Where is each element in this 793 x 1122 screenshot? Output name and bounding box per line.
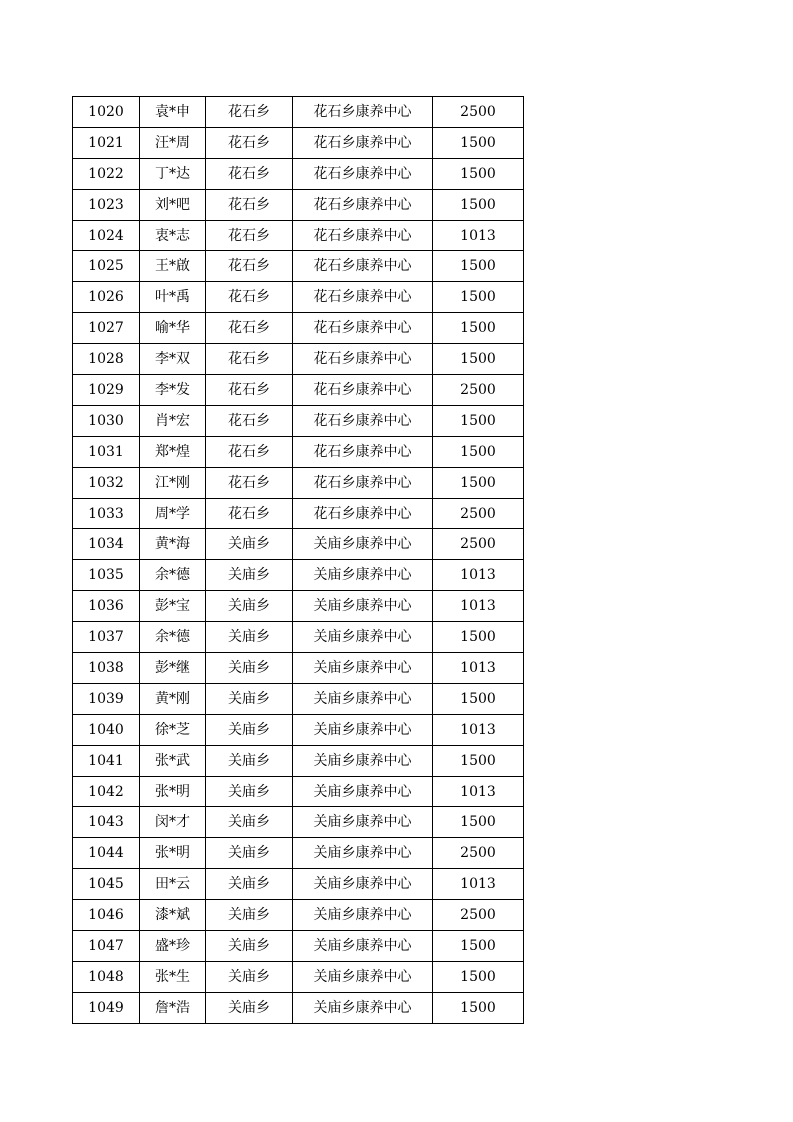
row-number-cell: 1022 (73, 158, 140, 189)
township-cell: 关庙乡 (206, 683, 293, 714)
table-row (73, 992, 524, 1023)
amount-cell: 2500 (433, 375, 524, 406)
care-center-cell: 关庙乡康养中心 (293, 961, 433, 992)
township-cell: 花石乡 (206, 127, 293, 158)
row-number-cell: 1037 (73, 622, 140, 653)
care-center-cell: 花石乡康养中心 (293, 220, 433, 251)
care-center-cell: 关庙乡康养中心 (293, 807, 433, 838)
care-center-cell: 关庙乡康养中心 (293, 529, 433, 560)
name-cell: 李*双 (140, 344, 206, 375)
township-cell: 花石乡 (206, 220, 293, 251)
table-row (73, 961, 524, 992)
name-cell: 刘*吧 (140, 189, 206, 220)
row-number-cell: 1041 (73, 745, 140, 776)
township-cell: 花石乡 (206, 498, 293, 529)
row-number-cell: 1043 (73, 807, 140, 838)
township-cell: 关庙乡 (206, 900, 293, 931)
row-number-cell: 1030 (73, 405, 140, 436)
amount-cell: 2500 (433, 498, 524, 529)
township-cell: 关庙乡 (206, 807, 293, 838)
name-cell: 彭*继 (140, 653, 206, 684)
name-cell: 张*武 (140, 745, 206, 776)
table-row (73, 344, 524, 375)
table-row (73, 127, 524, 158)
amount-cell: 2500 (433, 838, 524, 869)
name-cell: 盛*珍 (140, 931, 206, 962)
name-cell: 叶*禹 (140, 282, 206, 313)
row-number-cell: 1033 (73, 498, 140, 529)
table-row (73, 405, 524, 436)
amount-cell: 1500 (433, 344, 524, 375)
township-cell: 关庙乡 (206, 961, 293, 992)
table-row (73, 776, 524, 807)
row-number-cell: 1039 (73, 683, 140, 714)
row-number-cell: 1021 (73, 127, 140, 158)
row-number-cell: 1028 (73, 344, 140, 375)
township-cell: 关庙乡 (206, 591, 293, 622)
row-number-cell: 1024 (73, 220, 140, 251)
table-row (73, 714, 524, 745)
row-number-cell: 1046 (73, 900, 140, 931)
township-cell: 花石乡 (206, 97, 293, 128)
table-row (73, 313, 524, 344)
table-row (73, 189, 524, 220)
care-center-cell: 关庙乡康养中心 (293, 714, 433, 745)
table-row (73, 220, 524, 251)
care-center-cell: 花石乡康养中心 (293, 158, 433, 189)
table-row (73, 683, 524, 714)
table-row (73, 807, 524, 838)
township-cell: 花石乡 (206, 282, 293, 313)
name-cell: 丁*达 (140, 158, 206, 189)
care-center-cell: 关庙乡康养中心 (293, 900, 433, 931)
name-cell: 余*德 (140, 560, 206, 591)
name-cell: 徐*芝 (140, 714, 206, 745)
name-cell: 张*明 (140, 838, 206, 869)
row-number-cell: 1023 (73, 189, 140, 220)
name-cell: 袁*申 (140, 97, 206, 128)
care-center-cell: 花石乡康养中心 (293, 344, 433, 375)
care-center-cell: 花石乡康养中心 (293, 313, 433, 344)
amount-cell: 1013 (433, 714, 524, 745)
name-cell: 张*明 (140, 776, 206, 807)
table-row (73, 282, 524, 313)
amount-cell: 1013 (433, 653, 524, 684)
care-center-cell: 花石乡康养中心 (293, 498, 433, 529)
table-row (73, 869, 524, 900)
table-row (73, 931, 524, 962)
care-center-cell: 关庙乡康养中心 (293, 560, 433, 591)
care-center-cell: 关庙乡康养中心 (293, 683, 433, 714)
data-table (72, 96, 524, 1024)
row-number-cell: 1025 (73, 251, 140, 282)
row-number-cell: 1034 (73, 529, 140, 560)
row-number-cell: 1031 (73, 436, 140, 467)
amount-cell: 1013 (433, 869, 524, 900)
table-row (73, 560, 524, 591)
table-row (73, 838, 524, 869)
care-center-cell: 关庙乡康养中心 (293, 869, 433, 900)
township-cell: 关庙乡 (206, 931, 293, 962)
care-center-cell: 花石乡康养中心 (293, 251, 433, 282)
table-row (73, 251, 524, 282)
row-number-cell: 1035 (73, 560, 140, 591)
name-cell: 郑*煌 (140, 436, 206, 467)
township-cell: 花石乡 (206, 313, 293, 344)
care-center-cell: 花石乡康养中心 (293, 189, 433, 220)
amount-cell: 1500 (433, 683, 524, 714)
table-row (73, 97, 524, 128)
amount-cell: 1500 (433, 282, 524, 313)
row-number-cell: 1047 (73, 931, 140, 962)
township-cell: 关庙乡 (206, 653, 293, 684)
township-cell: 花石乡 (206, 189, 293, 220)
amount-cell: 1500 (433, 961, 524, 992)
table-row (73, 498, 524, 529)
care-center-cell: 花石乡康养中心 (293, 467, 433, 498)
table-row (73, 591, 524, 622)
amount-cell: 1500 (433, 807, 524, 838)
amount-cell: 1013 (433, 560, 524, 591)
care-center-cell: 关庙乡康养中心 (293, 776, 433, 807)
amount-cell: 2500 (433, 900, 524, 931)
township-cell: 关庙乡 (206, 869, 293, 900)
row-number-cell: 1045 (73, 869, 140, 900)
care-center-cell: 关庙乡康养中心 (293, 622, 433, 653)
care-center-cell: 花石乡康养中心 (293, 282, 433, 313)
name-cell: 田*云 (140, 869, 206, 900)
amount-cell: 1500 (433, 992, 524, 1023)
name-cell: 王*啟 (140, 251, 206, 282)
amount-cell: 1500 (433, 127, 524, 158)
care-center-cell: 花石乡康养中心 (293, 375, 433, 406)
township-cell: 花石乡 (206, 467, 293, 498)
amount-cell: 1500 (433, 313, 524, 344)
table-row (73, 436, 524, 467)
name-cell: 喻*华 (140, 313, 206, 344)
table-body (73, 97, 524, 1024)
table-row (73, 900, 524, 931)
township-cell: 花石乡 (206, 405, 293, 436)
row-number-cell: 1032 (73, 467, 140, 498)
name-cell: 漆*斌 (140, 900, 206, 931)
table-row (73, 467, 524, 498)
name-cell: 詹*浩 (140, 992, 206, 1023)
amount-cell: 1500 (433, 436, 524, 467)
row-number-cell: 1036 (73, 591, 140, 622)
township-cell: 花石乡 (206, 436, 293, 467)
table-row (73, 158, 524, 189)
row-number-cell: 1020 (73, 97, 140, 128)
name-cell: 黄*海 (140, 529, 206, 560)
township-cell: 关庙乡 (206, 560, 293, 591)
row-number-cell: 1038 (73, 653, 140, 684)
table-row (73, 529, 524, 560)
care-center-cell: 关庙乡康养中心 (293, 653, 433, 684)
amount-cell: 1500 (433, 467, 524, 498)
table-row (73, 375, 524, 406)
amount-cell: 1013 (433, 220, 524, 251)
amount-cell: 1013 (433, 591, 524, 622)
amount-cell: 1500 (433, 622, 524, 653)
care-center-cell: 关庙乡康养中心 (293, 992, 433, 1023)
amount-cell: 1500 (433, 745, 524, 776)
township-cell: 花石乡 (206, 158, 293, 189)
name-cell: 余*德 (140, 622, 206, 653)
township-cell: 花石乡 (206, 344, 293, 375)
township-cell: 花石乡 (206, 251, 293, 282)
amount-cell: 2500 (433, 529, 524, 560)
care-center-cell: 关庙乡康养中心 (293, 931, 433, 962)
row-number-cell: 1026 (73, 282, 140, 313)
row-number-cell: 1029 (73, 375, 140, 406)
care-center-cell: 关庙乡康养中心 (293, 745, 433, 776)
amount-cell: 1500 (433, 931, 524, 962)
care-center-cell: 花石乡康养中心 (293, 405, 433, 436)
row-number-cell: 1040 (73, 714, 140, 745)
care-center-cell: 关庙乡康养中心 (293, 591, 433, 622)
township-cell: 关庙乡 (206, 838, 293, 869)
township-cell: 关庙乡 (206, 776, 293, 807)
table-row (73, 653, 524, 684)
name-cell: 黄*刚 (140, 683, 206, 714)
township-cell: 关庙乡 (206, 992, 293, 1023)
name-cell: 周*学 (140, 498, 206, 529)
row-number-cell: 1044 (73, 838, 140, 869)
row-number-cell: 1048 (73, 961, 140, 992)
name-cell: 汪*周 (140, 127, 206, 158)
name-cell: 肖*宏 (140, 405, 206, 436)
township-cell: 关庙乡 (206, 622, 293, 653)
name-cell: 江*刚 (140, 467, 206, 498)
name-cell: 张*生 (140, 961, 206, 992)
township-cell: 花石乡 (206, 375, 293, 406)
row-number-cell: 1049 (73, 992, 140, 1023)
township-cell: 关庙乡 (206, 745, 293, 776)
name-cell: 衷*志 (140, 220, 206, 251)
amount-cell: 1013 (433, 776, 524, 807)
care-center-cell: 花石乡康养中心 (293, 436, 433, 467)
amount-cell: 1500 (433, 158, 524, 189)
care-center-cell: 花石乡康养中心 (293, 97, 433, 128)
table-row (73, 745, 524, 776)
amount-cell: 1500 (433, 189, 524, 220)
name-cell: 闵*才 (140, 807, 206, 838)
township-cell: 关庙乡 (206, 714, 293, 745)
township-cell: 关庙乡 (206, 529, 293, 560)
name-cell: 彭*宝 (140, 591, 206, 622)
care-center-cell: 花石乡康养中心 (293, 127, 433, 158)
table-row (73, 622, 524, 653)
amount-cell: 1500 (433, 405, 524, 436)
care-center-cell: 关庙乡康养中心 (293, 838, 433, 869)
amount-cell: 2500 (433, 97, 524, 128)
row-number-cell: 1027 (73, 313, 140, 344)
name-cell: 李*发 (140, 375, 206, 406)
row-number-cell: 1042 (73, 776, 140, 807)
amount-cell: 1500 (433, 251, 524, 282)
